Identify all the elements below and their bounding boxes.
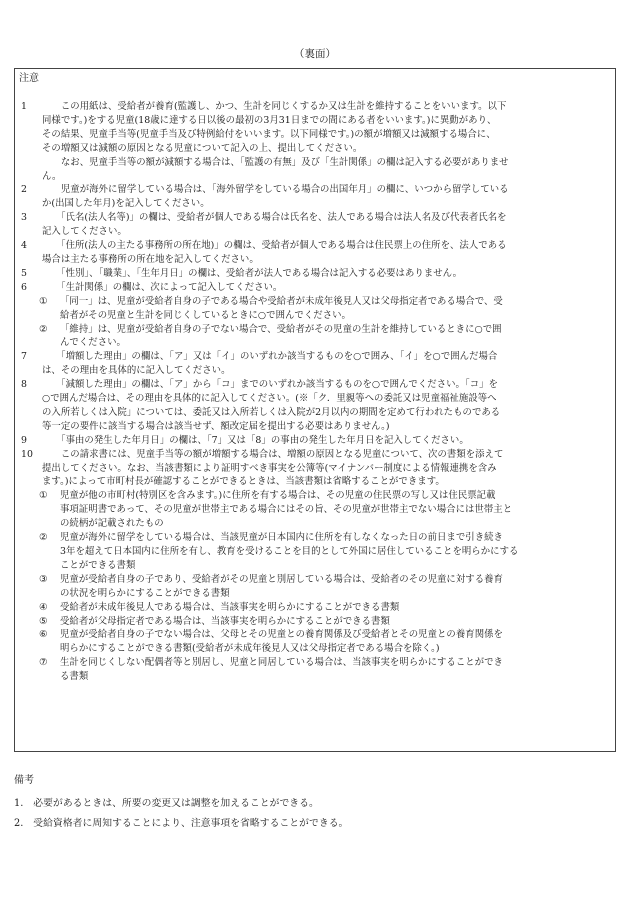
note-line: ○で囲んだ場合は、その理由を具体的に記入してください。(※「ク．里親等への委託又は児童福祉施設等へ bbox=[42, 393, 497, 405]
note-subitem bbox=[15, 628, 615, 656]
subitem-text bbox=[60, 489, 603, 531]
note-line: 「氏名(法人名等)」の欄は、受給者が個人である場合は氏名を、法人である場合は法人名及び代表者氏名を bbox=[42, 212, 507, 224]
subitem-number: ⑤ bbox=[39, 615, 48, 627]
note-text bbox=[42, 211, 603, 239]
note-number: 6 bbox=[21, 281, 28, 293]
note-text bbox=[42, 267, 603, 281]
subitem-number: ② bbox=[39, 323, 48, 335]
notes-list bbox=[15, 100, 615, 684]
note-subitem bbox=[15, 531, 615, 573]
subitem-line: 生計を同じくしない配偶者等と別居し、児童と同居している場合は、当該事実を明らかにすることができ bbox=[60, 657, 503, 669]
remark-item: 2. 受給資格者に周知することにより、注意事項を省略することができる。 bbox=[14, 817, 349, 829]
note-line: の入所若しくは入院」については、委託又は入所若しくは入院が2月以内の期間を定めて行われたものである bbox=[42, 406, 501, 418]
note-text bbox=[42, 100, 603, 183]
note-line: この用紙は、受給者が養育(監護し、かつ、生計を同じくするか又は生計を維持することをいいます。以下 bbox=[42, 101, 507, 112]
note-line: 同様です。)をする児童(18歳に達する日以後の最初の3月31日までの間にある者をいいます。)に異動があり、 bbox=[42, 114, 497, 126]
note-subitem bbox=[15, 489, 615, 531]
note-item bbox=[15, 281, 615, 295]
note-text bbox=[42, 281, 603, 295]
subitem-number: ④ bbox=[39, 601, 48, 613]
subitem-text bbox=[60, 295, 603, 323]
note-line: か(出国した年月)を記入してください。 bbox=[42, 198, 210, 210]
note-line: ん。 bbox=[42, 170, 62, 182]
subitem-line: んでください。 bbox=[60, 337, 126, 349]
note-line: 記入してください。 bbox=[42, 226, 127, 238]
subitem-line: 児童が受給者自身の子であり、受給者がその児童と別居している場合は、受給者のその児童に対する養育 bbox=[60, 573, 503, 585]
subitem-line: 「同一」は、児童が受給者自身の子である場合や受給者が未成年後見人又は父母指定者である場合で、受 bbox=[60, 295, 503, 307]
subitem-line: の状況を明らかにすることができる書類 bbox=[60, 587, 230, 599]
note-line: 等一定の要件に該当する場合は該当せず、額改定届を提出する必要はありません。) bbox=[42, 420, 390, 432]
note-number: 2 bbox=[21, 184, 28, 196]
note-subitem bbox=[15, 573, 615, 601]
subitem-number: ② bbox=[39, 532, 48, 544]
note-subitem bbox=[15, 615, 615, 629]
subitem-line: 3年を超えて日本国内に住所を有し、教育を受けることを目的として外国に居住していることを明らかにする bbox=[60, 546, 519, 557]
note-number: 1 bbox=[21, 101, 28, 112]
note-line: その増額又は減額の原因となる児童について記入の上、提出してください。 bbox=[42, 142, 363, 154]
page-title: （裏面） bbox=[293, 48, 337, 60]
subitem-text bbox=[60, 615, 603, 629]
note-text bbox=[42, 434, 603, 448]
note-subitem bbox=[15, 295, 615, 323]
subitem-line: 受給者が未成年後見人である場合は、当該事実を明らかにすることができる書類 bbox=[60, 601, 400, 613]
subitem-line: 受給者が父母指定者である場合は、当該事実を明らかにすることができる書類 bbox=[60, 615, 390, 627]
note-number: 5 bbox=[21, 267, 28, 279]
note-text bbox=[42, 183, 603, 211]
note-item bbox=[15, 267, 615, 281]
subitem-line: ことができる書類 bbox=[60, 559, 136, 571]
note-line: 「増額した理由」の欄は、「ア」又は「イ」のいずれか該当するものを○で囲み、「イ」を○で囲んだ場合 bbox=[42, 351, 498, 363]
note-line: 「減額した理由」の欄は、「ア」から「コ」までのいずれか該当するものを○で囲んでください。「コ」を bbox=[42, 379, 498, 391]
subitem-number: ③ bbox=[39, 573, 48, 585]
note-item bbox=[15, 350, 615, 378]
note-line: は、その理由を具体的に記入してください。 bbox=[42, 365, 231, 377]
note-subitem bbox=[15, 656, 615, 684]
note-subitem bbox=[15, 323, 615, 351]
subitem-number: ① bbox=[39, 490, 48, 502]
note-line: 児童が海外に留学している場合は、「海外留学をしている場合の出国年月」の欄に、いつから留学している bbox=[42, 184, 509, 196]
notes-heading: 注意 bbox=[19, 73, 40, 84]
note-line: この請求書には、児童手当等の額が増額する場合は、増額の原因となる児童について、次の書類を添えて bbox=[42, 448, 504, 460]
subitem-text bbox=[60, 323, 603, 351]
subitem-line: る書類 bbox=[60, 671, 89, 683]
note-number: 3 bbox=[21, 212, 28, 224]
subitem-line: 児童が受給者自身の子でない場合は、父母とその児童との養育関係及び受給者とその児童との養育関係を bbox=[60, 629, 503, 641]
subitem-number: ⑦ bbox=[39, 657, 48, 669]
note-number: 9 bbox=[21, 434, 28, 446]
note-line: なお、児童手当等の額が減額する場合は、「監護の有無」及び「生計関係」の欄は記入する必要がありませ bbox=[42, 156, 509, 168]
subitem-text bbox=[60, 656, 603, 684]
note-number: 8 bbox=[21, 379, 28, 391]
subitem-line: 児童が他の市町村(特別区を含みます。)に住所を有する場合は、その児童の住民票の写し又は住民票記載 bbox=[60, 490, 496, 502]
note-item bbox=[15, 434, 615, 448]
subitem-line: 給者がその児童と生計を同じくしているときに○で囲んでください。 bbox=[60, 309, 351, 321]
note-text bbox=[42, 378, 603, 434]
subitem-line: 児童が海外に留学をしている場合は、当該児童が日本国内に住所を有しなくなった日の前日まで引き続き bbox=[60, 532, 503, 544]
note-line: 「住所(法人の主たる事務所の所在地)」の欄は、受給者が個人である場合は住民票上の住所を、法人である bbox=[42, 240, 507, 252]
note-item bbox=[15, 100, 615, 183]
note-line: 場合は主たる事務所の所在地を記入してください。 bbox=[42, 253, 259, 265]
remark-item: 1. 必要があるときは、所要の変更又は調整を加えることができる。 bbox=[14, 798, 319, 809]
note-line: 提出してください。なお、当該書類により証明すべき事実を公簿等(マイナンバー制度による情報連携を含み bbox=[42, 462, 497, 474]
subitem-number: ① bbox=[39, 295, 48, 307]
subitem-text bbox=[60, 601, 603, 615]
note-item bbox=[15, 448, 615, 490]
note-subitem bbox=[15, 601, 615, 615]
note-number: 7 bbox=[21, 351, 28, 363]
note-item bbox=[15, 378, 615, 434]
remarks-heading: 備考 bbox=[14, 775, 35, 786]
subitem-line: 明らかにすることができる書類(受給者が未成年後見人又は父母指定者である場合を除く。) bbox=[60, 643, 440, 655]
notes-box bbox=[14, 68, 616, 752]
subitem-text bbox=[60, 531, 603, 573]
note-text bbox=[42, 448, 603, 490]
note-line: ます。)によって市町村長が確認することができるときは、当該書類は省略することができます。 bbox=[42, 476, 445, 488]
note-item bbox=[15, 239, 615, 267]
note-line: その結果、児童手当等(児童手当及び特例給付をいいます。以下同様です。)の額が増額又は減額する場合に、 bbox=[42, 128, 496, 140]
remarks-list bbox=[14, 794, 614, 833]
note-line: 「生計関係」の欄は、次によって記入してください。 bbox=[42, 281, 283, 293]
subitem-text bbox=[60, 573, 603, 601]
subitem-line: 事項証明書であって、その児童が世帯主である場合にはその旨、その児童が世帯主でない場合には世帯主と bbox=[60, 504, 513, 516]
note-item bbox=[15, 183, 615, 211]
note-text bbox=[42, 350, 603, 378]
note-line: 「事由の発生した年月日」の欄は、「7」又は「8」の事由の発生した年月日を記入してください。 bbox=[42, 434, 469, 446]
subitem-number: ⑥ bbox=[39, 629, 48, 641]
note-text bbox=[42, 239, 603, 267]
note-number: 4 bbox=[21, 240, 28, 252]
subitem-line: の続柄が記載されたもの bbox=[60, 518, 164, 530]
note-item bbox=[15, 211, 615, 239]
note-line: 「性別」、「職業」、「生年月日」の欄は、受給者が法人である場合は記入する必要はありません。 bbox=[42, 267, 463, 279]
subitem-text bbox=[60, 628, 603, 656]
note-number: 10 bbox=[21, 448, 34, 460]
subitem-line: 「維持」は、児童が受給者自身の子でない場合で、受給者がその児童の生計を維持しているときに○で囲 bbox=[60, 323, 502, 335]
